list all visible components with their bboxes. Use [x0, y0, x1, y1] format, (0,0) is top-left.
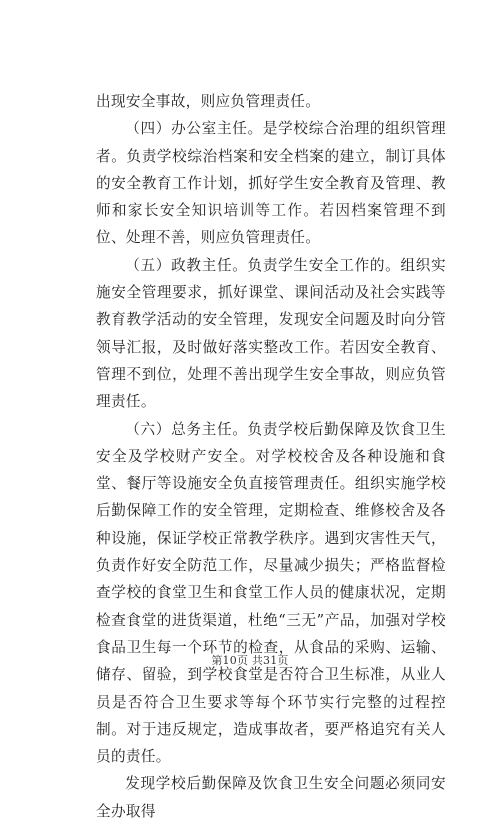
document-body	[96, 88, 446, 825]
paragraph-political-education-director: （五）政教主任。负责学生安全工作的。组织实施安全管理要求，抓好课堂、课间活动及社会实践等教育教学活动的安全管理，发现安全问题及时向分管领导汇报，及时做好落实整改工作。若因安全教育、管理不到位，处理不善出现学生安全事故，则应负管理责任。	[96, 256, 446, 411]
paragraph-continuation: 出现安全事故，则应负管理责任。	[96, 93, 321, 110]
paragraph-office-director: （四）办公室主任。是学校综合治理的组织管理者。负责学校综治档案和安全档案的建立，制订具体的安全教育工作计划，抓好学生安全教育及管理、教师和家长安全知识培训等工作。若因档案管理不到位、处理不善，则应负管理责任。	[96, 120, 446, 247]
paragraph-general-affairs-director: （六）总务主任。负责学校后勤保障及饮食卫生安全及学校财产安全。对学校校舍及各种设施和食堂、餐厅等设施安全负直接管理责任。组织实施学校后勤保障工作的安全管理，定期检查、维修校舍及各种设施，保证学校正常教学秩序。遇到灾害性天气，负责作好安全防范工作，尽量减少损失；严格监督检查学校的食堂卫生和食堂工作人员的健康状况，定期检查食堂的进货渠道，杜绝“三无”产品，加强对学校食品卫生每一个环节的检查，从食品的采购、运输、储存、留验，到学校食堂是否符合卫生标准，从业人员是否符合卫生要求等每个环节实行完整的过程控制。对于违反规定，造成事故者，要严格追究有关人员的责任。	[96, 420, 446, 766]
paragraph-logistics-safety: 发现学校后勤保障及饮食卫生安全问题必须同安全办取得	[96, 775, 446, 820]
page-number-footer: 第10页 共31页	[211, 654, 289, 667]
